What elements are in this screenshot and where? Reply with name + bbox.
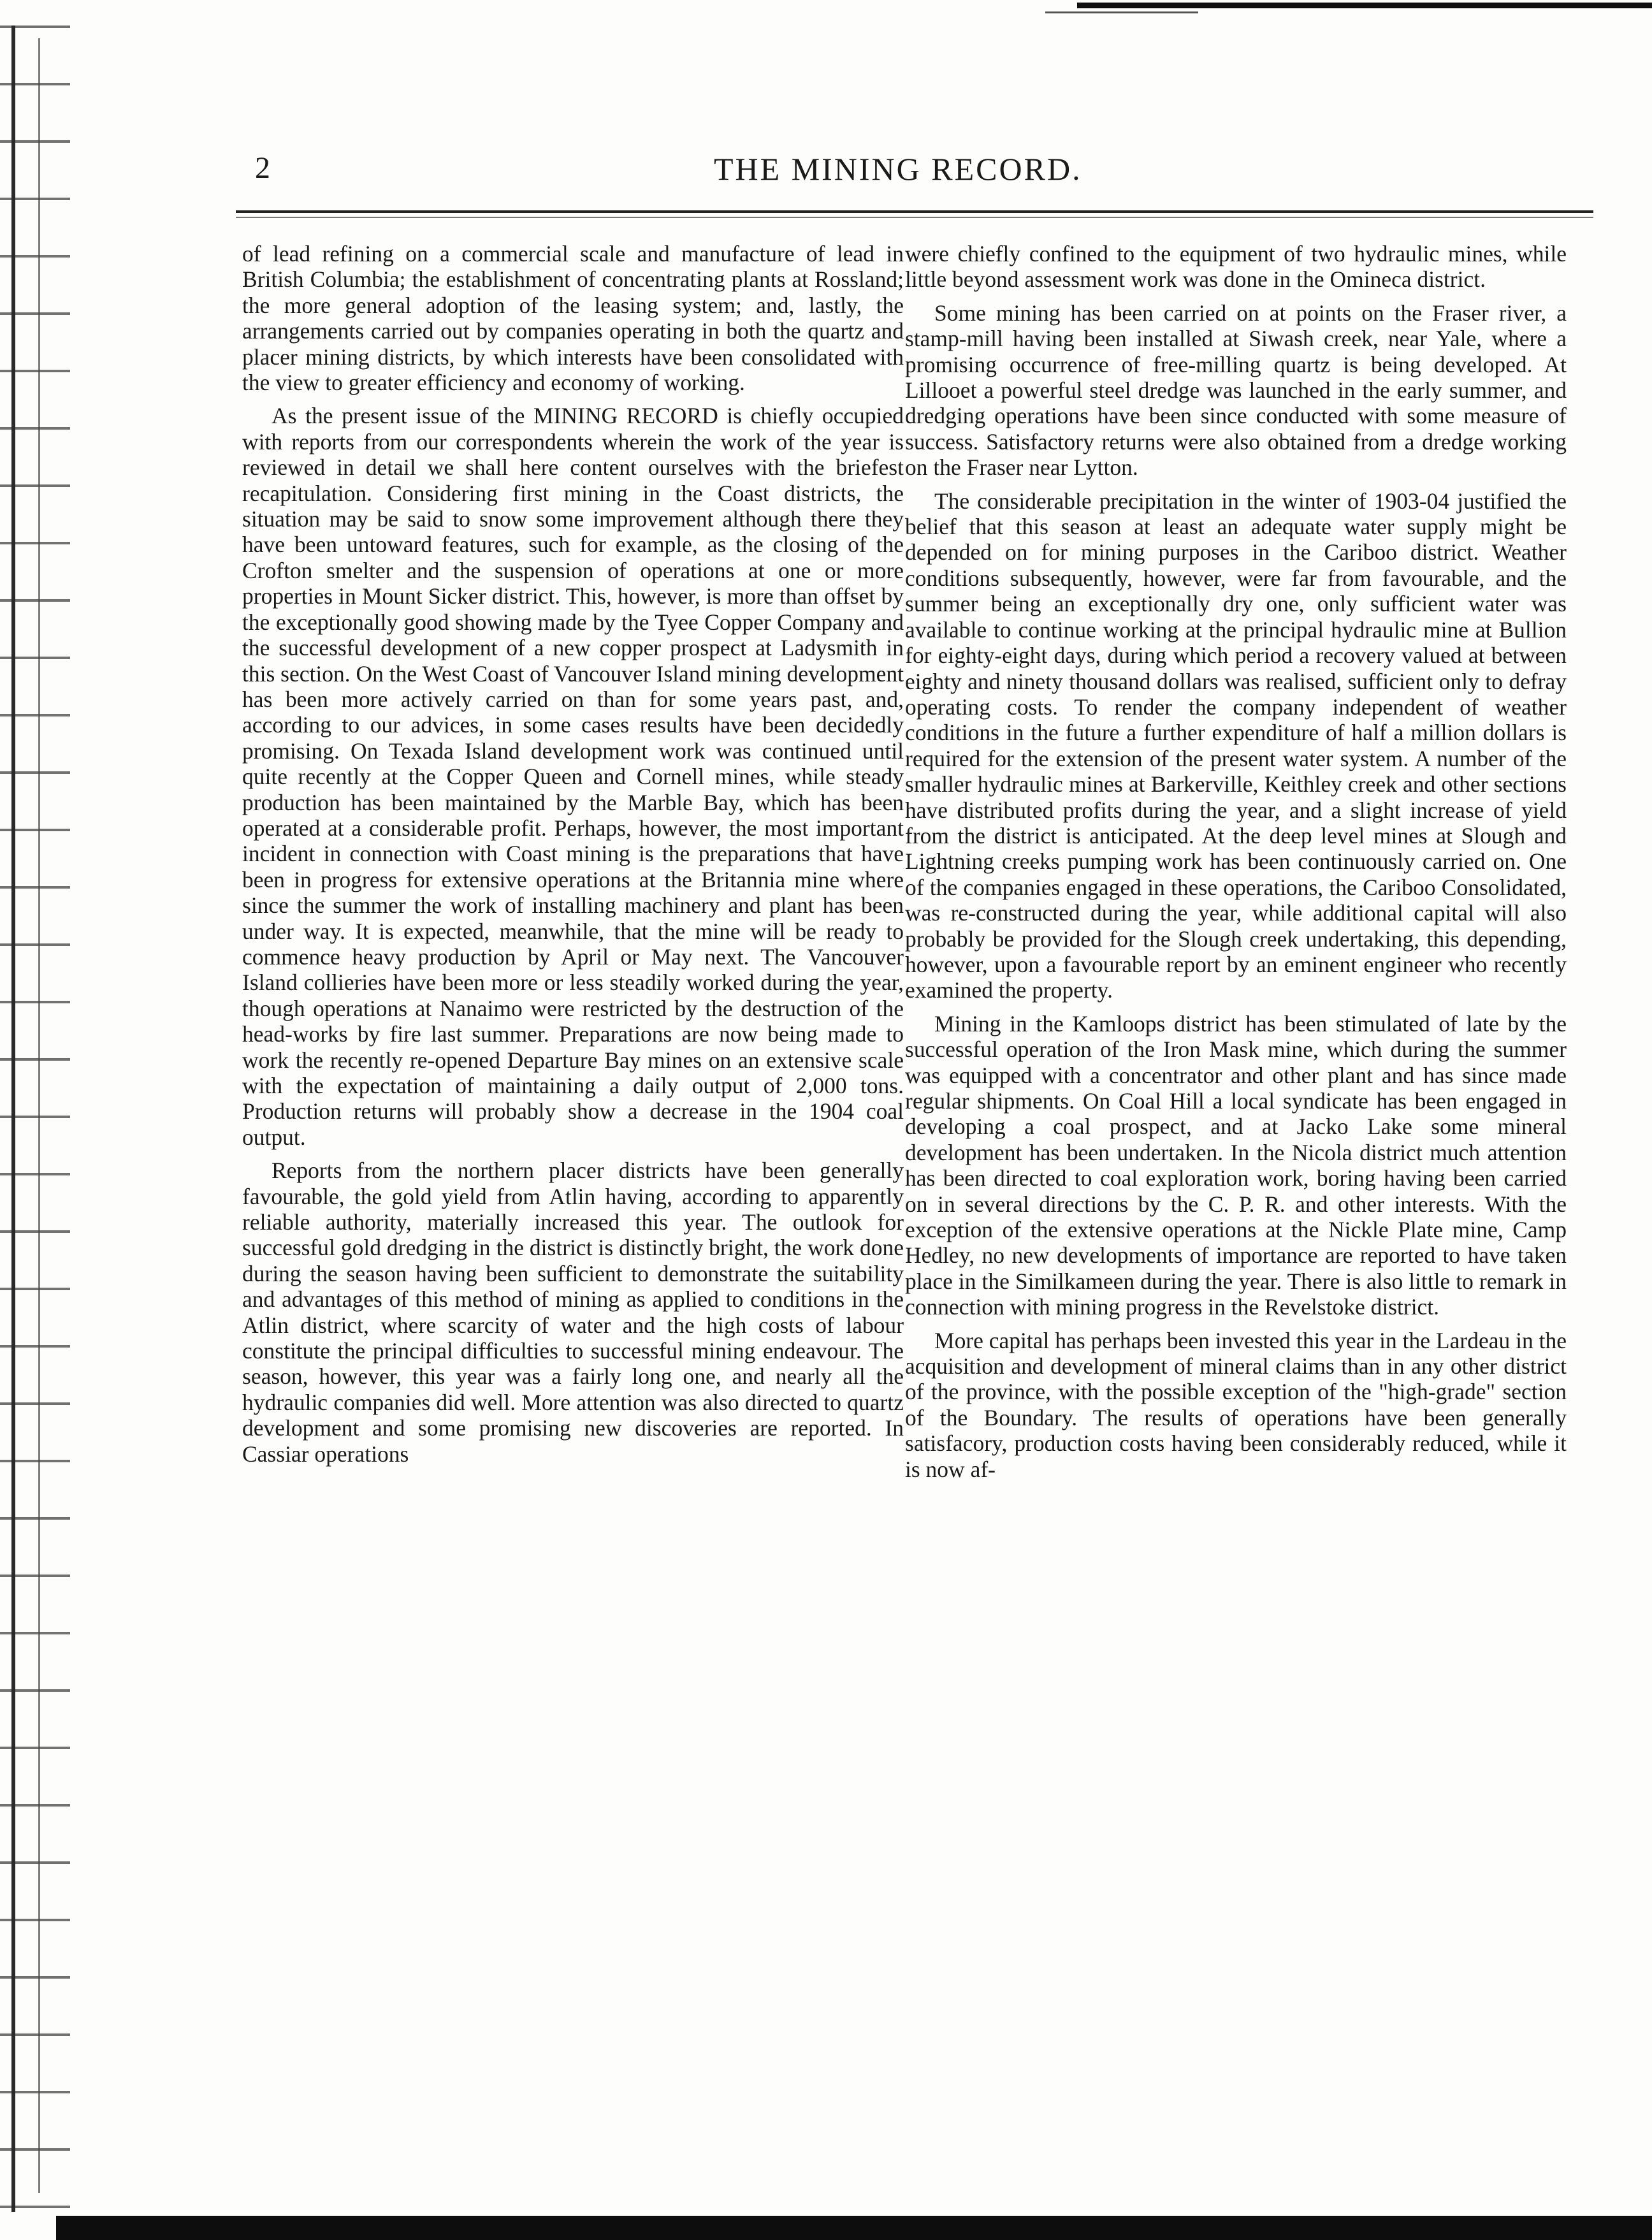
header-rule-thin [236, 217, 1593, 218]
journal-title: THE MINING RECORD. [714, 151, 1082, 187]
paragraph: Some mining has been carried on at points on the Fraser river, a stamp-mill having been installed at Siwash creek, near Yale, where a promising occurrence of free-milling quartz is being developed. At Lillooet a powerful steel dredge was launched in the early summer, and dredging operations have been since conducted with some measure of success. Satisfactory returns were also obtained from a dredge working on the Fraser near Lytton. [905, 300, 1567, 481]
paragraph: were chiefly confined to the equipment of two hydraulic mines, while little beyond assessment work was done in the Omineca district. [905, 241, 1567, 293]
running-head [255, 150, 1652, 201]
paragraph: More capital has perhaps been invested this year in the Lardeau in the acquisition and development of mineral claims than in any other district of the province, with the possible exception of the "high-grade" section of the Boundary. The results of operations have been generally satisfacory, production costs having been considerably reduced, while it is now af- [905, 1327, 1567, 1482]
page-number: 2 [255, 151, 270, 185]
scan-edge-artifact [0, 0, 70, 2240]
paragraph: As the present issue of the MINING RECORD is chiefly occupied with reports from our correspondents wherein the work of the year is reviewed in detail we shall here content ourselves with the briefest recapitulation. Considering first mining in the Coast districts, the situation may be said to snow some improvement although there they have been untoward features, such for example, as the closing of the Crofton smelter and the suspension of operations at one or more properties in Mount Sicker district. This, however, is more than offset by the exceptionally good showing made by the Tyee Copper Company and the successful development of a new copper prospect at Ladysmith in this section. On the West Coast of Vancouver Island mining development has been more actively carried on than for some years past, and, according to our advices, in some cases results have been decidedly promising. On Texada Island development work was continued until quite recently at the Copper Queen and Cornell mines, while steady production has been maintained by the Marble Bay, which has been operated at a considerable profit. Perhaps, however, the most important incident in connection with Coast mining is the preparations that have been in progress for extensive operations at the Britannia mine where since the summer the work of installing machinery and plant has been under way. It is expected, meanwhile, that the mine will be ready to commence heavy production by April or May next. The Vancouver Island collieries have been more or less steadily worked during the year, though operations at Nanaimo were restricted by the destruction of the head-works by fire last summer. Preparations are now being made to work the recently re-opened Departure Bay mines on an extensive scale with the expectation of maintaining a daily output of 2,000 tons. Production returns will probably show a decrease in the 1904 coal output. [242, 403, 904, 1150]
scan-top-rule-thin [1045, 11, 1198, 13]
scan-bottom-band [56, 2216, 1652, 2240]
header-rule [236, 210, 1593, 213]
paragraph: Mining in the Kamloops district has been stimulated of late by the successful operation of the Iron Mask mine, which during the summer was equipped with a concentrator and other plant and has since made regular shipments. On Coal Hill a local syndicate has been engaged in developing a coal prospect, and at Jacko Lake some mineral development has been undertaken. In the Nicola district much attention has been directed to coal exploration work, boring having been carried on in several directions by the C. P. R. and other interests. With the exception of the extensive operations at the Nickle Plate mine, Camp Hedley, no new developments of importance are reported to have taken place in the Similkameen during the year. There is also little to remark in connection with mining progress in the Revelstoke district. [905, 1010, 1567, 1320]
paragraph: Reports from the northern placer districts have been generally favourable, the gold yield from Atlin having, according to apparently reliable authority, materially increased this year. The outlook for successful gold dredging in the district is distinctly bright, the work done during the season having been sufficient to demonstrate the suitability and advantages of this method of mining as applied to conditions in the Atlin district, where scarcity of water and the high costs of labour constitute the principal difficulties to successful mining endeavour. The season, however, this year was a fairly long one, and nearly all the hydraulic companies did well. More attention was also directed to quartz development and some promising new discoveries are reported. In Cassiar operations [242, 1158, 904, 1467]
scan-top-rule [1077, 3, 1652, 8]
right-column [905, 241, 1567, 1490]
paragraph: The considerable precipitation in the winter of 1903-04 justified the belief that this season at least an adequate water supply might be depended on for mining purposes in the Cariboo district. Weather conditions subsequently, however, were far from favourable, and the summer being an exceptionally dry one, only sufficient water was available to continue working at the principal hydraulic mine at Bullion for eighty-eight days, during which period a recovery valued at between eighty and ninety thousand dollars was realised, sufficient only to defray operating costs. To render the company independent of weather conditions in the future a further expenditure of half a million dollars is required for the extension of the present water system. A number of the smaller hydraulic mines at Barkerville, Keithley creek and other sections have distributed profits during the year, and a slight increase of yield from the district is anticipated. At the deep level mines at Slough and Lightning creeks pumping work has been continuously carried on. One of the companies engaged in these operations, the Cariboo Consolidated, was re-constructed during the year, while additional capital will also probably be provided for the Slough creek undertaking, this depending, however, upon a favourable report by an eminent engineer who recently examined the property. [905, 488, 1567, 1003]
scan-edge-line [38, 38, 40, 2193]
left-column [242, 241, 904, 1474]
paragraph: of lead refining on a commercial scale and manufacture of lead in British Columbia; the establishment of concentrating plants at Rossland; the more general adoption of the leasing system; and, lastly, the arrangements carried out by companies operating in both the quartz and placer mining districts, by which interests have been consolidated with the view to greater efficiency and economy of working. [242, 241, 904, 396]
scan-edge-line [11, 25, 15, 2212]
